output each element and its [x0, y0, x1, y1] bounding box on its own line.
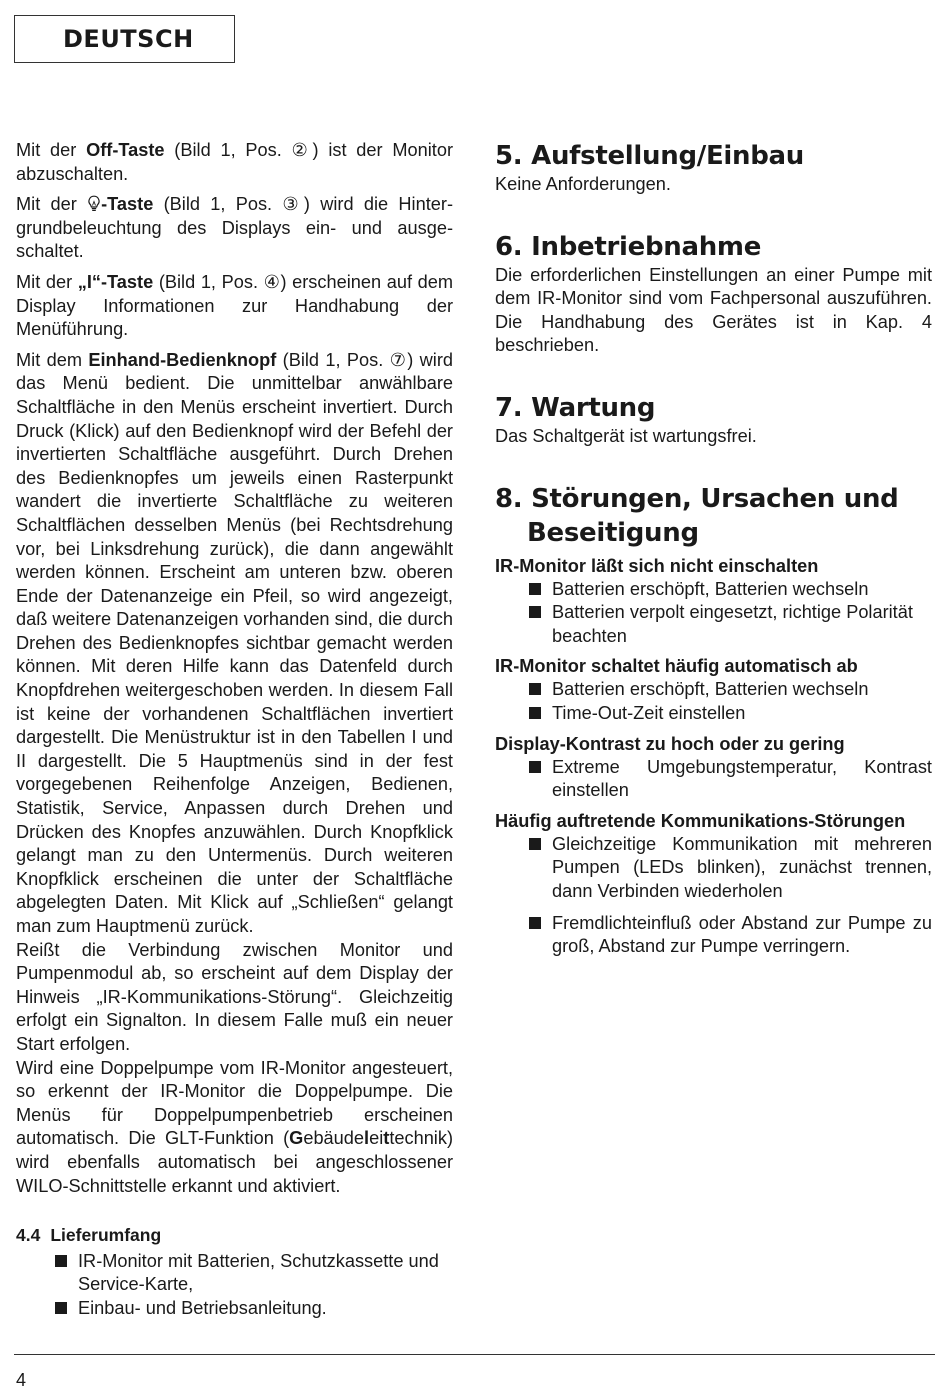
section-title: 6. Inbetriebnahme: [495, 231, 762, 262]
section-title: 8. Störungen, Ursachen und Beseitigung: [495, 483, 899, 548]
list-item: Gleichzeitige Kommunikation mit mehreren Pumpen (LEDs blinken), zunächst trennen, dann Verbinden wiederholen: [495, 833, 932, 904]
section-8: [495, 482, 932, 959]
fault-remedy-list: [495, 678, 932, 725]
right-column: [495, 139, 932, 959]
footer-rule: [14, 1354, 935, 1355]
fault-title: IR-Monitor schaltet häufig automatisch ab: [495, 656, 858, 677]
fault-remedy-list: [495, 833, 932, 959]
language-label: DEUTSCH: [14, 15, 235, 63]
paragraph-control-knob: Mit dem Einhand-Bedienknopf (Bild 1, Pos. ⑦) wird das Menü bedient. Die unmittelbar anwählbare Schaltfläche in den Menüs erscheint invertiert. Durch Druck (Klick) auf den Bedienknopf wird der Befehl der invertierten Schaltfläche ausgeführt. Durch Drehen des Bedienknopfes um jeweils einen Rasterpunkt wandert die invertierte Schaltfläche zu weiteren Schaltflächen desselben Menüs (bei Rechtsdrehung vor, bei Linksdrehung zurück), die dann angewählt werden können. Erscheint am unteren bzw. oberen Ende der Datenanzeige ein Pfeil, so wird angezeigt, daß weitere Datenanzeigen vorhanden sind, die durch Drehen des Bedienknopfes sichtbar gemacht werden können. Mit deren Hilfe kann das Datenfeld durch Knopfdrehen weitergeschoben werden. In diesem Fall ist keine der vorhandenen Schaltflächen invertiert dargestellt. Die Menüstruktur ist in den Tabellen I und II dargestellt. Die 5 Hauptmenüs sind in der fest vorgegebenen Reihenfolge Anzeigen, Bedienen, Statistik, Service, Anpassen durch Drehen und Drücken des Knopfes anzuwählen. Durch Knopfklick gelangt man zu den Untermenüs. Durch weiteren Knopfklick erscheinen die unter der Schaltfläche abgelegten Daten. Mit Klick auf „Schließen“ gelangt man zum Hauptmenü zurück.: [16, 349, 454, 936]
section-title: 5. Aufstellung/Einbau: [495, 141, 805, 171]
paragraph-off-key: Mit der Off-Taste (Bild 1, Pos. ②) ist der Monitor abzuschalten.: [16, 140, 453, 184]
list-item: Fremdlichteinfluß oder Abstand zur Pumpe zu groß, Abstand zur Pumpe verringern.: [495, 912, 932, 959]
fault-remedy-list: [495, 578, 932, 649]
fault-remedy-list: [495, 756, 932, 803]
paragraph-info-key: Mit der „I“-Taste (Bild 1, Pos. ④) erscheinen auf dem Display Informationen zur Handhabung der Menüführung.: [16, 271, 453, 340]
left-column: [16, 139, 453, 1321]
section-7: [495, 391, 932, 449]
section-body: Keine Anforderungen.: [495, 174, 671, 194]
fault-title: IR-Monitor läßt sich nicht einschalten: [495, 555, 819, 576]
section-body: Das Schaltgerät ist wartungsfrei.: [495, 425, 757, 446]
section-5: [495, 139, 932, 197]
paragraph-light-key: Mit der -Taste (Bild 1, Pos. ③) wird die Hintergrundbeleuchtung des Displays ein- und ausgeschaltet.: [16, 194, 453, 262]
info-key-term: „I“-Taste: [77, 271, 154, 292]
list-item: Einbau- und Betriebsanleitung.: [16, 1297, 453, 1321]
lieferumfang-list: [16, 1250, 453, 1321]
page-number: 4: [16, 1370, 27, 1390]
list-item: IR-Monitor mit Batterien, Schutzkassette und Service-Karte,: [16, 1250, 453, 1297]
light-key-term: -Taste: [101, 194, 154, 215]
off-key-term: Off-Taste: [86, 140, 165, 160]
list-item: Batterien erschöpft, Batterien wechseln: [495, 678, 932, 702]
section-heading-lieferumfang: 4.4 Lieferumfang: [16, 1225, 162, 1246]
light-bulb-icon: [87, 195, 101, 213]
list-item: Time-Out-Zeit einstellen: [495, 702, 932, 726]
section-body: Die erforderlichen Einstellungen an einer Pumpe mit dem IR-Monitor sind vom Fachpersonal auszuführen. Die Handhabung des Gerätes ist in Kap. 4 beschrieben.: [495, 264, 932, 356]
paragraph-connection-loss: Reißt die Verbindung zwischen Monitor und Pumpenmodul ab, so erscheint auf dem Display der Hinweis „IR-Kommunikations-Störung“. Gleichzeitig erfolgt ein Signalton. In diesem Falle muß ein neuer Start erfolgen.: [16, 939, 453, 1054]
section-6: [495, 230, 932, 358]
fault-title: Display-Kontrast zu hoch oder zu gering: [495, 733, 845, 754]
list-item: Batterien verpolt eingesetzt, richtige Polarität beachten: [495, 601, 932, 648]
section-title: 7. Wartung: [495, 392, 656, 423]
paragraph-double-pump: Wird eine Doppelpumpe vom IR-Monitor angesteuert, so erkennt der IR-Monitor die Doppelpumpe. Die Menüs für Doppelpumpenbetrieb erscheinen automatisch. Die GLT-Funktion (Gebäudeleittechnik) wird ebenfalls automatisch bei angeschlossener WILO-Schnittstelle erkannt und aktiviert.: [16, 1057, 453, 1196]
list-item: Extreme Umgebungstemperatur, Kontrast einstellen: [495, 756, 932, 803]
fault-title: Häufig auftretende Kommunikations-Störungen: [495, 810, 906, 831]
list-item: Batterien erschöpft, Batterien wechseln: [495, 578, 932, 602]
control-knob-term: Einhand-Bedienknopf: [88, 349, 277, 370]
